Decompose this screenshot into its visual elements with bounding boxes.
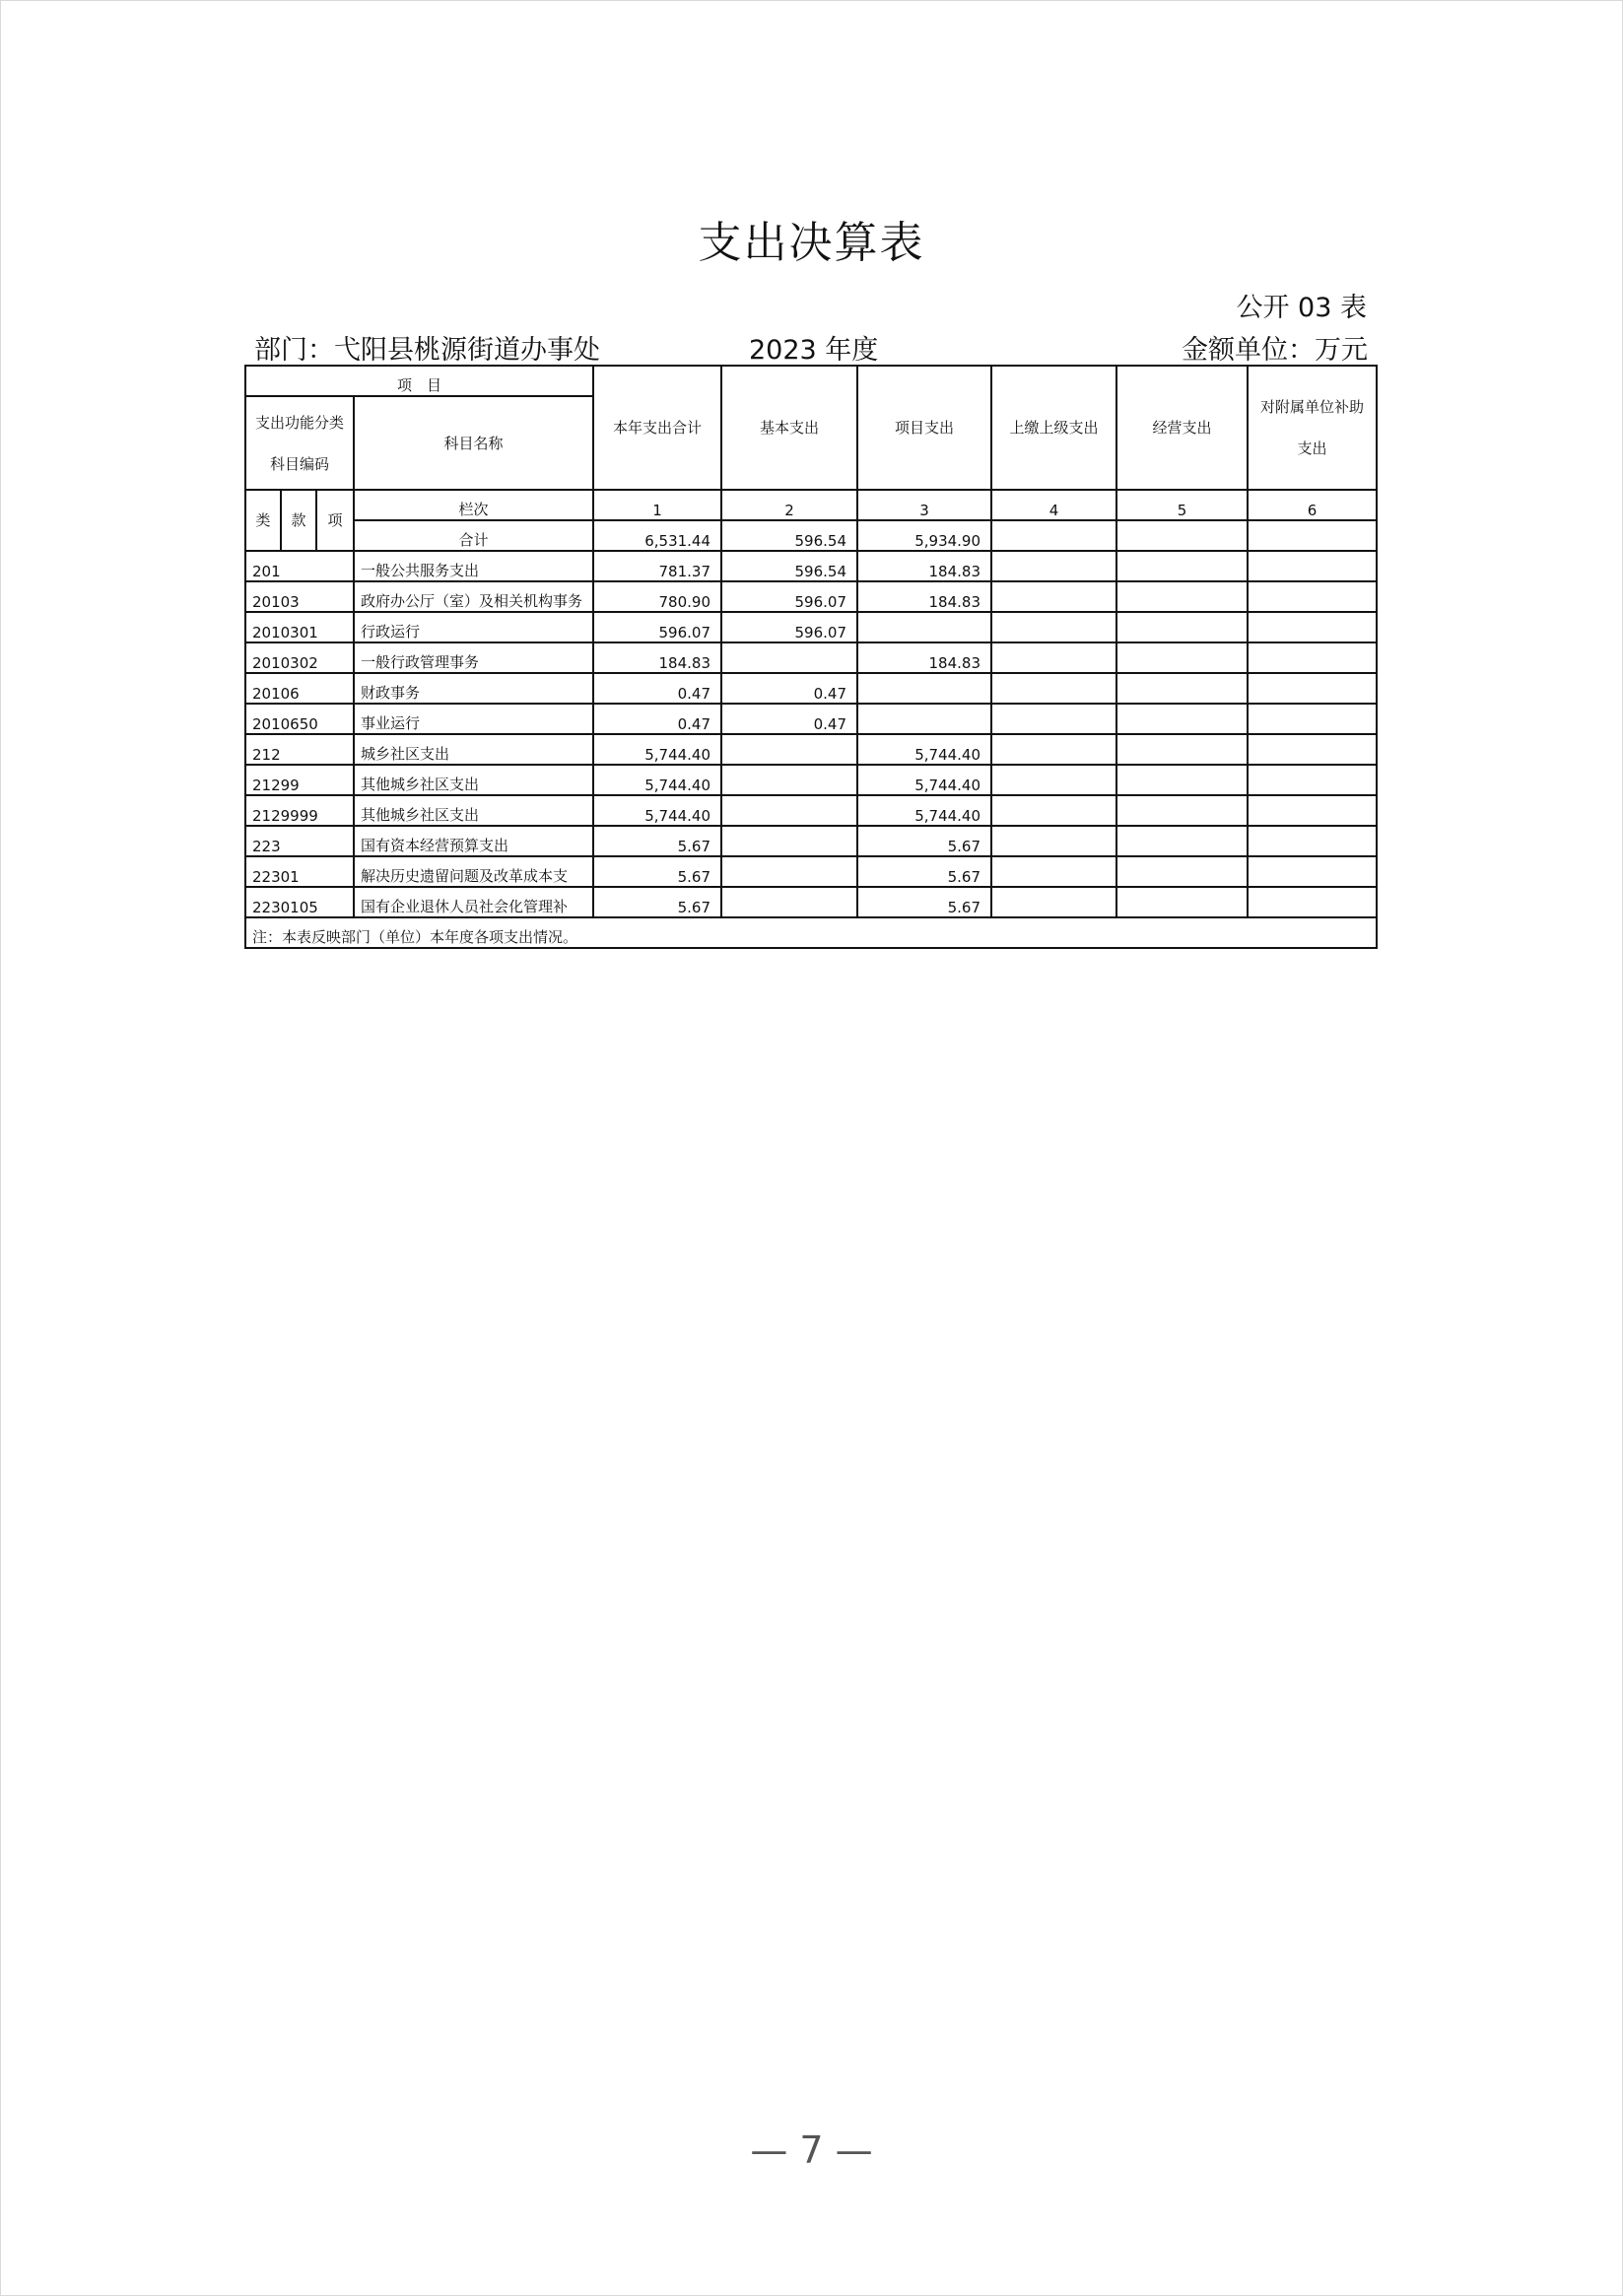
row-code: 22301 [245, 856, 354, 887]
row-value: 5.67 [593, 856, 721, 887]
row-value [991, 673, 1116, 704]
total-value: 5,934.90 [857, 520, 991, 551]
row-value [991, 581, 1116, 612]
page-number: — 7 — [750, 2128, 873, 2172]
row-value: 596.07 [593, 612, 721, 642]
row-name: 行政运行 [354, 612, 593, 642]
row-name: 国有企业退休人员社会化管理补 [354, 887, 593, 917]
row-value: 596.54 [721, 551, 857, 581]
row-value: 596.07 [721, 612, 857, 642]
row-value: 0.47 [721, 673, 857, 704]
kuan-header: 款 [281, 490, 316, 551]
row-value: 5.67 [857, 887, 991, 917]
row-value: 5,744.40 [857, 765, 991, 795]
row-value [1248, 765, 1377, 795]
row-value: 596.07 [721, 581, 857, 612]
row-value: 5,744.40 [593, 765, 721, 795]
row-value [991, 734, 1116, 765]
row-value [991, 856, 1116, 887]
total-label: 合计 [354, 520, 593, 551]
row-value: 5.67 [857, 826, 991, 856]
row-value [857, 673, 991, 704]
table-row [245, 826, 1377, 856]
row-value [1248, 612, 1377, 642]
col-num-5: 5 [1116, 490, 1248, 520]
col-header-total: 本年支出合计 [593, 366, 721, 490]
row-value: 5.67 [593, 887, 721, 917]
row-value: 5,744.40 [593, 795, 721, 826]
project-header: 项 目 [245, 366, 593, 396]
meta-row [254, 328, 1368, 368]
row-value [991, 765, 1116, 795]
row-value [1116, 734, 1248, 765]
row-value [1116, 612, 1248, 642]
total-value [991, 520, 1116, 551]
row-value [1116, 765, 1248, 795]
department-label: 部门：弋阳县桃源街道办事处 [254, 335, 600, 366]
table-row [245, 856, 1377, 887]
row-value [1116, 856, 1248, 887]
row-value: 184.83 [857, 581, 991, 612]
row-name: 一般公共服务支出 [354, 551, 593, 581]
table-row [245, 795, 1377, 826]
note-row [245, 917, 1377, 948]
row-value [991, 704, 1116, 734]
row-value: 0.47 [593, 704, 721, 734]
total-value: 596.54 [721, 520, 857, 551]
row-code: 212 [245, 734, 354, 765]
row-value [721, 887, 857, 917]
row-code: 223 [245, 826, 354, 856]
row-code: 201 [245, 551, 354, 581]
row-code: 20103 [245, 581, 354, 612]
xiang-header: 项 [316, 490, 354, 551]
row-value [1248, 795, 1377, 826]
lanci-label: 栏次 [354, 490, 593, 520]
row-value [991, 612, 1116, 642]
col-num-3: 3 [857, 490, 991, 520]
row-value [1248, 704, 1377, 734]
row-value: 5.67 [593, 826, 721, 856]
row-value: 0.47 [593, 673, 721, 704]
row-name: 政府办公厅（室）及相关机构事务 [354, 581, 593, 612]
row-value: 5.67 [857, 856, 991, 887]
table-row [245, 673, 1377, 704]
form-number: 公开 03 表 [1236, 293, 1367, 323]
table-row [245, 551, 1377, 581]
row-value: 5,744.40 [857, 734, 991, 765]
total-value [1248, 520, 1377, 551]
row-value: 781.37 [593, 551, 721, 581]
year-label: 2023 年度 [749, 335, 879, 366]
row-value [991, 826, 1116, 856]
row-code: 20106 [245, 673, 354, 704]
row-value [721, 642, 857, 673]
row-value: 0.47 [721, 704, 857, 734]
expenditure-table [244, 365, 1378, 949]
row-name: 城乡社区支出 [354, 734, 593, 765]
col-num-4: 4 [991, 490, 1116, 520]
row-name: 一般行政管理事务 [354, 642, 593, 673]
row-name: 财政事务 [354, 673, 593, 704]
row-value: 184.83 [593, 642, 721, 673]
row-value [1248, 887, 1377, 917]
col-header-basic: 基本支出 [721, 366, 857, 490]
row-value [991, 642, 1116, 673]
table-note: 注：本表反映部门（单位）本年度各项支出情况。 [245, 917, 1377, 948]
row-value [721, 734, 857, 765]
total-row [245, 520, 1377, 551]
row-value: 5,744.40 [593, 734, 721, 765]
row-name: 国有资本经营预算支出 [354, 826, 593, 856]
row-value [721, 765, 857, 795]
row-value [721, 795, 857, 826]
col-num-6: 6 [1248, 490, 1377, 520]
row-code: 21299 [245, 765, 354, 795]
table-row [245, 612, 1377, 642]
row-value [1248, 581, 1377, 612]
col-header-remit: 上缴上级支出 [991, 366, 1116, 490]
row-value [1248, 642, 1377, 673]
row-code: 2010301 [245, 612, 354, 642]
col-header-project: 项目支出 [857, 366, 991, 490]
table-row [245, 765, 1377, 795]
col-num-1: 1 [593, 490, 721, 520]
row-code: 2230105 [245, 887, 354, 917]
row-value: 184.83 [857, 551, 991, 581]
row-value [1116, 581, 1248, 612]
row-value [991, 887, 1116, 917]
row-value [991, 551, 1116, 581]
row-value [1116, 551, 1248, 581]
row-value [857, 704, 991, 734]
row-name: 其他城乡社区支出 [354, 765, 593, 795]
name-header: 科目名称 [354, 396, 593, 490]
col-num-2: 2 [721, 490, 857, 520]
row-value [1116, 826, 1248, 856]
row-value [991, 795, 1116, 826]
row-value [1248, 856, 1377, 887]
row-value: 5,744.40 [857, 795, 991, 826]
row-value [1116, 673, 1248, 704]
table-row [245, 581, 1377, 612]
header-row-1 [245, 366, 1377, 396]
table-row [245, 704, 1377, 734]
table-row [245, 887, 1377, 917]
unit-label: 金额单位：万元 [1182, 335, 1368, 366]
row-value [721, 856, 857, 887]
page-title: 支出决算表 [698, 218, 925, 268]
row-value [1116, 887, 1248, 917]
row-value [1248, 551, 1377, 581]
row-value [1116, 704, 1248, 734]
row-value: 184.83 [857, 642, 991, 673]
row-value [1116, 795, 1248, 826]
code-header: 支出功能分类科目编码 [245, 396, 354, 490]
row-code: 2010302 [245, 642, 354, 673]
row-name: 其他城乡社区支出 [354, 795, 593, 826]
row-value [857, 612, 991, 642]
row-value: 780.90 [593, 581, 721, 612]
row-value [1248, 826, 1377, 856]
row-code: 2129999 [245, 795, 354, 826]
row-name: 解决历史遗留问题及改革成本支 [354, 856, 593, 887]
row-code: 2010650 [245, 704, 354, 734]
total-value [1116, 520, 1248, 551]
lei-header: 类 [245, 490, 281, 551]
table-row [245, 642, 1377, 673]
col-header-subsidy: 对附属单位补助支出 [1248, 366, 1377, 490]
row-value [1248, 673, 1377, 704]
row-value [1248, 734, 1377, 765]
col-header-business: 经营支出 [1116, 366, 1248, 490]
table-row [245, 734, 1377, 765]
row-name: 事业运行 [354, 704, 593, 734]
row-value [721, 826, 857, 856]
row-value [1116, 642, 1248, 673]
column-number-row [245, 490, 1377, 520]
total-value: 6,531.44 [593, 520, 721, 551]
